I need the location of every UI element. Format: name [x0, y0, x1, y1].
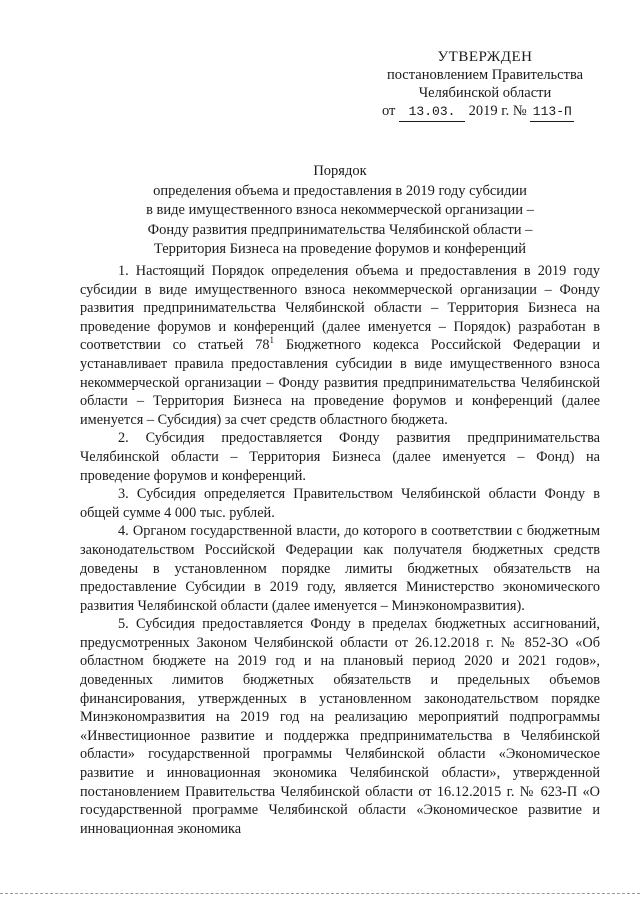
paragraph-1-part-b: Бюджетного кодекса Российской Федерации и устанавливает правила предоставления субсидии в виде имущественного взноса некоммерческой организации – Фонду развития предпринимательства Челябинской области – Территория Бизнеса на проведение форумов и конференций (далее именуется – Субсидия) за счет средств областного бюджета.: [80, 337, 600, 428]
approval-line-1: постановлением Правительства: [386, 67, 584, 83]
approval-line-2: Челябинской области: [418, 85, 552, 101]
approval-dateline: [360, 102, 610, 122]
paragraph-5: 5. Субсидия предоставляется Фонду в пределах бюджетных ассигнований, предусмотренных Законом Челябинской области от 26.12.2018 г. № 852-ЗО «Об областном бюджете на 2019 год и на плановый период 2020 и 2021 годов», доведенных лимитов бюджетных обязательств и предельных объемов финансирования, утвержденных в установленном законодательством порядке Минэкономразвития на 2019 год на реализацию мероприятий подпрограммы «Инвестиционное развитие и поддержка предпринимательства в Челябинской области» государственной программы Челябинской области «Экономическое развитие и инновационная экономика Челябинской области», утвержденной постановлением Правительства Челябинской области от 16.12.2015 г. № 623-П «О государственной программе Челябинской области «Экономическое развитие и инновационная экономика: [80, 616, 600, 837]
paragraph-1: [80, 262, 600, 429]
paragraph-2: 2. Субсидия предоставляется Фонду развития предпринимательства Челябинской области – Территория Бизнеса (далее именуется – Фонд) на проведение форумов и конференций.: [80, 430, 600, 484]
article-superscript: 1: [269, 335, 275, 346]
approval-stamp: [360, 48, 610, 122]
title-line-4: Фонду развития предпринимательства Челябинской области –: [147, 221, 533, 238]
year-text: 2019 г. №: [468, 103, 527, 119]
paragraph-4: 4. Органом государственной власти, до которого в соответствии с бюджетным законодательством Российской Федерации как получателя бюджетных средств доведены в установленном порядке лимиты бюджетных обязательств на предоставление Субсидии в 2019 году, является Министерство экономического развития Челябинской области (далее именуется – Минэкономразвития).: [80, 523, 600, 614]
document-title: [80, 162, 600, 260]
approved-heading: УТВЕРЖДЕН: [437, 49, 533, 65]
date-prefix: от: [382, 103, 396, 119]
date-value: 13.03.: [399, 103, 465, 122]
document-body: [80, 262, 600, 838]
title-line-5: Территория Бизнеса на проведение форумов и конференций: [153, 241, 527, 257]
title-line-3: в виде имущественного взноса некоммерческой организации –: [146, 202, 534, 218]
title-line-1: Порядок: [313, 163, 367, 179]
paragraph-3: 3. Субсидия определяется Правительством Челябинской области Фонду в общей сумме 4 000 тыс. рублей.: [80, 486, 600, 521]
title-line-2: определения объема и предоставления в 2019 году субсидии: [153, 182, 527, 199]
scan-edge-divider: [0, 893, 640, 894]
document-number: 113-П: [530, 103, 574, 122]
paragraph-1-part-a: 1. Настоящий Порядок определения объема и предоставления в 2019 году субсидии в виде имущественного взноса некоммерческой организации – Фонду развития предпринимательства Челябинской области – Территория Бизнеса на проведение форумов и конференций (далее именуется – Порядок) разработан в соответствии со статьей 78: [80, 263, 600, 354]
